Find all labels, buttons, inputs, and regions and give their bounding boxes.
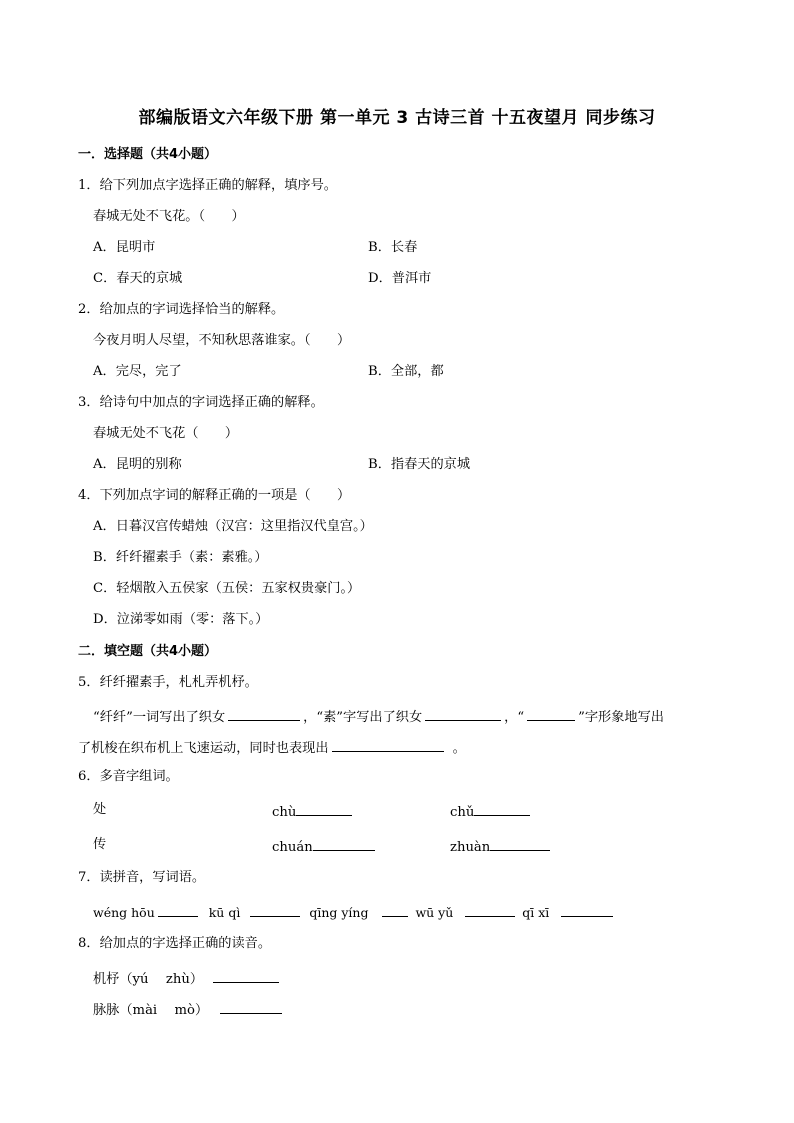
q6-pinyin-zhuan: zhuàn	[450, 840, 491, 855]
q7-blank-4[interactable]	[465, 902, 515, 917]
q8-stem: 8．给加点的字选择正确的读音。	[78, 936, 272, 951]
q1-sentence	[93, 208, 245, 226]
q1-option-b: B．长春	[368, 240, 418, 255]
page-title: 部编版语文六年级下册 第一单元 3 古诗三首 十五夜望月 同步练习	[138, 108, 656, 128]
q7-pinyin-1: wéng hōu	[93, 905, 155, 920]
q5-text-f: 。	[452, 741, 466, 756]
q8-item-1: 机杼（yú zhù）	[93, 972, 204, 987]
q6-pinyin-chu4: chù	[272, 805, 297, 820]
q7-blank-2[interactable]	[250, 902, 300, 917]
q3-options-row	[93, 456, 693, 474]
q4-option-d: D．泣涕零如雨（零：落下。）	[93, 612, 269, 627]
q2-option-a: A．完尽，完了	[93, 364, 182, 379]
q6-pinyin-chu3: chǔ	[450, 805, 475, 820]
q5-line2	[78, 737, 466, 758]
q8-item-2: 脉脉（mài mò）	[93, 1003, 209, 1018]
q6-char-1: 处	[93, 802, 107, 817]
q6-blank-1[interactable]	[296, 801, 352, 816]
q2-options-row	[93, 363, 693, 381]
q8-blank-2[interactable]	[220, 999, 282, 1014]
q4-option-b: B．纤纤擢素手（素：素雅。）	[93, 550, 268, 565]
q1-sentence-text: 春城无处不飞花。（ ）	[93, 209, 245, 224]
q3-sentence: 春城无处不飞花（ ）	[93, 426, 239, 441]
q1-stem: 1．给下列加点字选择正确的解释，填序号。	[78, 178, 337, 193]
q5-stem: 5．纤纤擢素手，札札弄机杼。	[78, 675, 258, 690]
q6-stem: 6．多音字组词。	[78, 769, 179, 784]
q1-option-d: D．普洱市	[368, 271, 432, 286]
q2-sentence: 今夜月明人尽望，不知秋思落谁家。（ ）	[93, 333, 351, 348]
q7-pinyin-5: qī xī	[522, 905, 550, 920]
q5-blank-3[interactable]	[527, 706, 575, 721]
q6-blank-3[interactable]	[313, 836, 375, 851]
q8-row2	[93, 999, 285, 1020]
q5-line1	[93, 706, 664, 727]
section-heading-choice: 一．选择题（共4小题）	[78, 147, 218, 162]
q7-pinyin-row	[93, 902, 616, 922]
q8-row1	[93, 968, 282, 989]
q3-option-a: A．昆明的别称	[93, 457, 182, 472]
q5-text-a: “纤纤”一词写出了织女	[93, 710, 226, 725]
q6-row1-pinyin-1	[272, 801, 355, 822]
q1-option-c: C．春天的京城	[93, 271, 183, 286]
q7-pinyin-2: kū qì	[208, 905, 241, 920]
q6-blank-4[interactable]	[490, 836, 550, 851]
q1-options-row2	[93, 270, 693, 288]
q6-row2-pinyin-1	[272, 836, 378, 857]
q4-option-a: A．日暮汉宫传蜡烛（汉宫：这里指汉代皇宫。）	[93, 519, 373, 534]
q7-pinyin-3: qīng yíng	[309, 905, 369, 920]
q7-blank-5[interactable]	[561, 902, 613, 917]
q7-blank-1[interactable]	[158, 902, 198, 917]
q8-blank-1[interactable]	[213, 968, 279, 983]
q6-pinyin-chuan: chuán	[272, 840, 313, 855]
q6-row1	[93, 801, 653, 819]
q2-stem: 2．给加点的字词选择恰当的解释。	[78, 302, 285, 317]
q5-text-d: ”字形象地写出	[578, 710, 664, 725]
q7-stem: 7．读拼音，写词语。	[78, 870, 206, 885]
section-heading-fill: 二．填空题（共4小题）	[78, 644, 218, 659]
q1-option-a: A．昆明市	[93, 240, 156, 255]
q1-options-row1	[93, 239, 693, 257]
q6-row2-pinyin-2	[450, 836, 553, 857]
q5-text-c: ，“	[504, 710, 525, 725]
q6-row2	[93, 836, 653, 854]
q4-stem: 4．下列加点字词的解释正确的一项是（ ）	[78, 488, 351, 503]
q7-pinyin-4: wū yǔ	[415, 905, 454, 920]
q7-blank-3[interactable]	[382, 902, 408, 917]
q6-char-2: 传	[93, 837, 107, 852]
q5-blank-4[interactable]	[332, 737, 444, 752]
q5-text-b: ，“素”字写出了织女	[303, 710, 423, 725]
q6-row1-pinyin-2	[450, 801, 533, 822]
q3-stem: 3．给诗句中加点的字词选择正确的解释。	[78, 395, 324, 410]
q4-option-c: C．轻烟散入五侯家（五侯：五家权贵豪门。）	[93, 581, 361, 596]
q6-blank-2[interactable]	[474, 801, 530, 816]
q5-blank-1[interactable]	[228, 706, 300, 721]
q5-text-e: 了机梭在织布机上飞速运动，同时也表现出	[78, 741, 329, 756]
q5-blank-2[interactable]	[425, 706, 501, 721]
q2-option-b: B．全部，都	[368, 364, 444, 379]
q3-option-b: B．指春天的京城	[368, 457, 471, 472]
